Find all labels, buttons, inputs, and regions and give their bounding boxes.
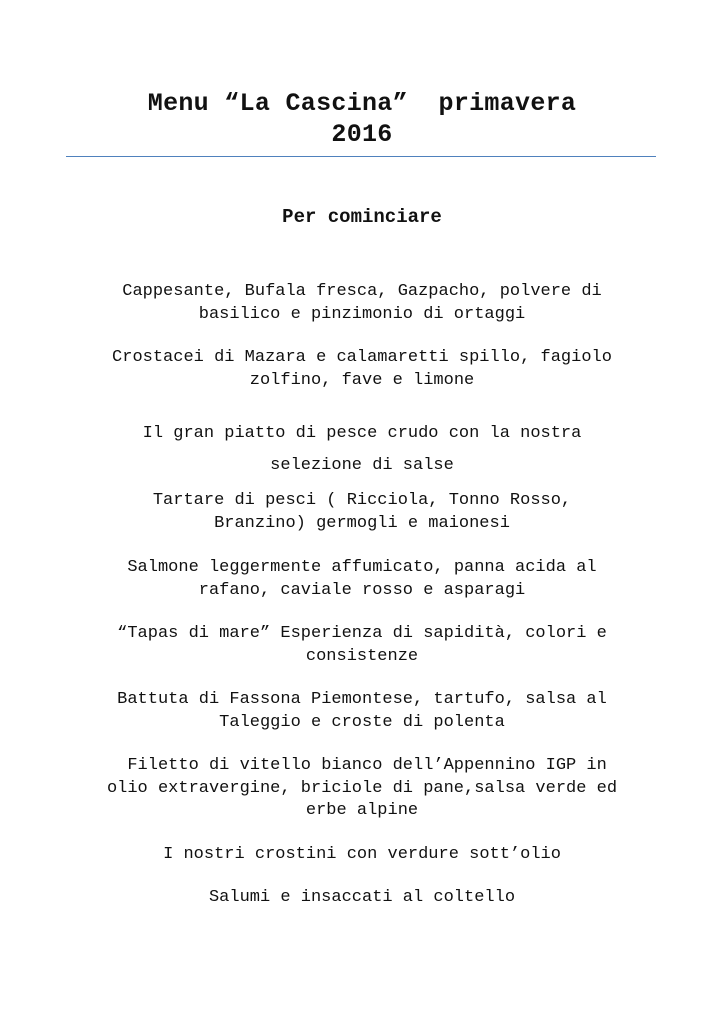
menu-item-salmone: Salmone leggermente affumicato, panna acida al rafano, caviale rosso e asparagi — [127, 558, 597, 600]
menu-item-tapas: “Tapas di mare” Esperienza di sapidità, colori e consistenze — [117, 624, 607, 666]
title-divider — [66, 156, 656, 157]
menu-item-crostini: I nostri crostini con verdure sott’olio — [163, 845, 561, 864]
menu-title: Menu “La Cascina” primavera 2016 — [147, 89, 577, 149]
menu-item-piatto-crudo: Il gran piatto di pesce crudo con la nostra — [142, 424, 582, 443]
menu-item-tartare: Tartare di pesci ( Ricciola, Tonno Rosso, Branzino) germogli e maionesi — [152, 491, 572, 533]
menu-item-crostacei: Crostacei di Mazara e calamaretti spillo, fagiolo zolfino, fave e limone — [112, 348, 612, 390]
menu-item-battuta: Battuta di Fassona Piemontese, tartufo, salsa al Taleggio e croste di polenta — [117, 690, 607, 732]
section-heading: Per cominciare — [282, 206, 442, 228]
menu-item-piatto-crudo-cont: selezione di salse — [270, 456, 454, 475]
menu-item-cappesante: Cappesante, Bufala fresca, Gazpacho, polvere di basilico e pinzimonio di ortaggi — [122, 282, 602, 324]
menu-item-filetto: Filetto di vitello bianco dell’Appennino IGP in olio extravergine, briciole di pane,salsa verde ed erbe alpine — [106, 756, 618, 820]
menu-item-salumi: Salumi e insaccati al coltello — [208, 888, 516, 907]
